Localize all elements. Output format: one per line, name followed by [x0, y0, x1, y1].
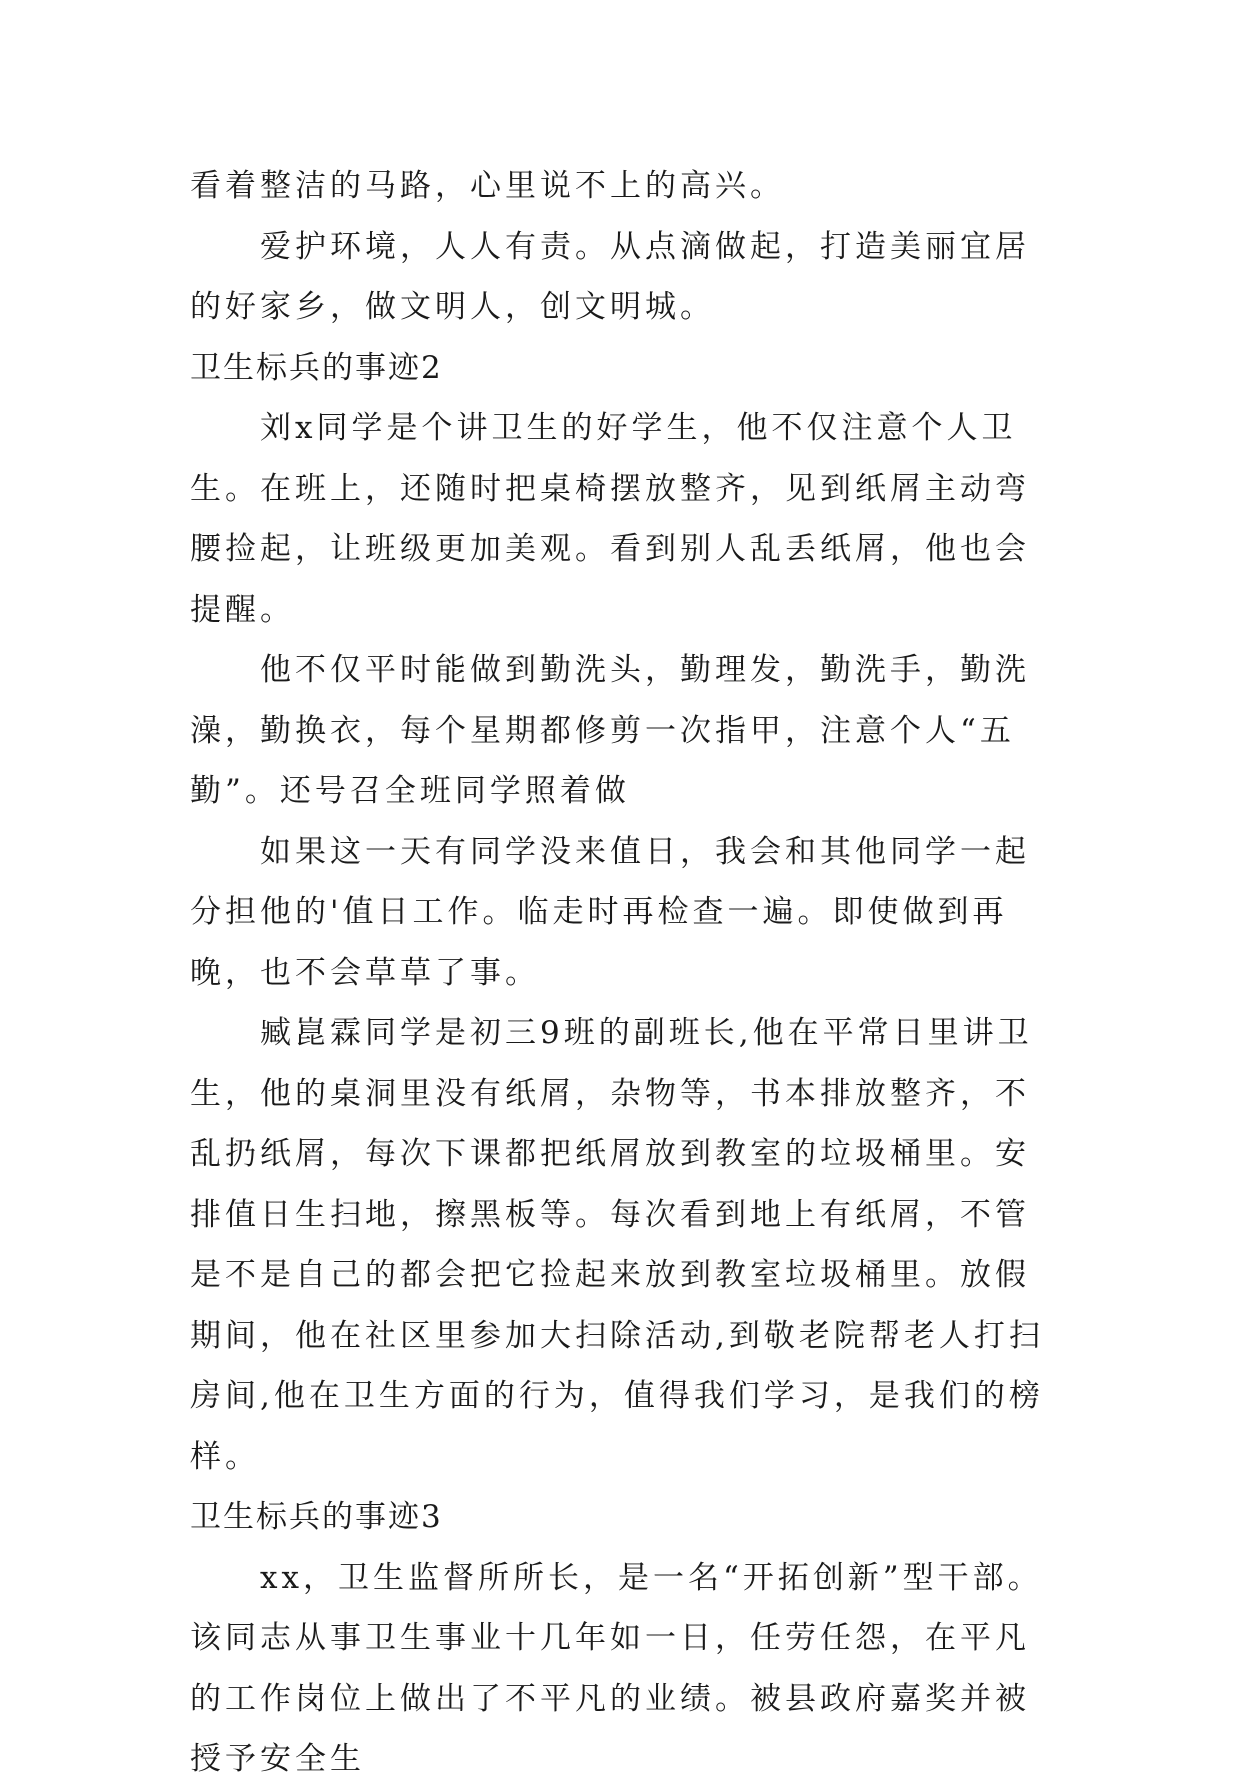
paragraph-7: xx，卫生监督所所长，是一名“开拓创新”型干部。该同志从事卫生事业十几年如一日，任劳任怨，在平凡的工作岗位上做出了不平凡的业绩。被县政府嘉奖并被授予安全生	[190, 1559, 1043, 1777]
paragraph-5: 如果这一天有同学没来值日，我会和其他同学一起分担他的'值日工作。临走时再检查一遍。即使做到再晚，也不会草草了事。	[190, 833, 1030, 991]
section-heading-3: 卫生标兵的事迹3	[190, 1499, 443, 1535]
paragraph-4: 他不仅平时能做到勤洗头，勤理发，勤洗手，勤洗澡，勤换衣，每个星期都修剪一次指甲，注意个人“五勤”。还号召全班同学照着做	[190, 652, 1030, 809]
section-heading-2: 卫生标兵的事迹2	[190, 349, 443, 386]
paragraph-6: 臧崑霖同学是初三9班的副班长,他在平常日里讲卫生，他的桌洞里没有纸屑，杂物等，书本排放整齐，不乱扔纸屑，每次下课都把纸屑放到教室的垃圾桶里。安排值日生扫地，擦黑板等。每次看到地上有纸屑，不管是不是自己的都会把它捡起来放到教室垃圾桶里。放假期间，他在社区里参加大扫除活动,到敬老院帮老人打扫房间,他在卫生方面的行为，值得我们学习，是我们的榜样。	[190, 1015, 1044, 1475]
document-body	[190, 156, 1050, 1790]
paragraph-1: 看着整洁的马路，心里说不上的高兴。	[190, 168, 785, 204]
paragraph-3: 刘x同学是个讲卫生的好学生，他不仅注意个人卫生。在班上，还随时把桌椅摆放整齐，见到纸屑主动弯腰捡起，让班级更加美观。看到别人乱丢纸屑，他也会提醒。	[190, 410, 1030, 628]
paragraph-2: 爱护环境，人人有责。从点滴做起，打造美丽宜居的好家乡，做文明人，创文明城。	[190, 228, 1030, 325]
